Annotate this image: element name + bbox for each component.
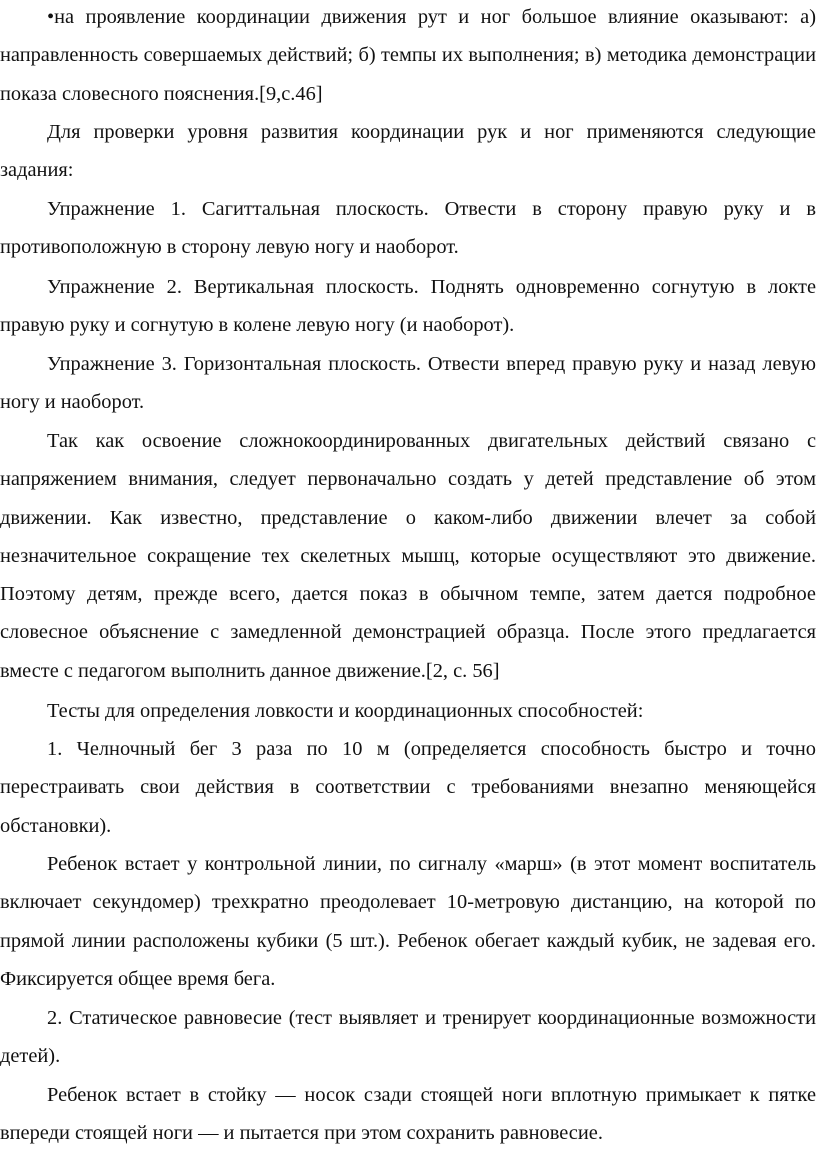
paragraph-text: Упражнение 3. Горизонтальная плоскость. Отвести вперед правую руку и назад левую ногу и наоборот. bbox=[0, 353, 816, 414]
paragraph-text: на проявление координации движения рут и ног большое влияние оказывают: а) направленность совершаемых действий; б) темпы их выполнения; в) методика демонстрации показа словесного пояснения.[9,с.46] bbox=[0, 6, 816, 105]
paragraph-text: Для проверки уровня развития координации рук и ног применяются следующие задания: bbox=[0, 121, 816, 182]
paragraph-text: Ребенок встает в стойку — носок сзади стоящей ноги вплотную примыкает к пятке впереди стоящей ноги — и пытается при этом сохранить равновесие. bbox=[0, 1084, 816, 1145]
paragraph-text: Ребенок встает у контрольной линии, по сигналу «марш» (в этот момент воспитатель включает секундомер) трехкратно преодолевает 10-метровую дистанцию, на которой по прямой линии расположены кубики (5 шт.). Ребенок обегает каждый кубик, не задевая его. Фиксируется общее время бега. bbox=[0, 853, 816, 990]
paragraph-check-level bbox=[0, 113, 816, 190]
paragraph-text: Упражнение 2. Вертикальная плоскость. Поднять одновременно согнутую в локте правую руку и согнутую в колене левую ногу (и наоборот). bbox=[0, 276, 816, 337]
paragraph-static-balance bbox=[0, 999, 816, 1076]
paragraph-exercise-2 bbox=[0, 268, 816, 345]
bullet-icon: • bbox=[47, 6, 55, 28]
paragraph-shuttle-run bbox=[0, 730, 816, 845]
paragraph-exercise-3 bbox=[0, 345, 816, 422]
paragraph-text: Упражнение 1. Сагиттальная плоскость. Отвести в сторону правую руку и в противоположную в сторону левую ногу и наоборот. bbox=[0, 198, 816, 259]
paragraph-tests-heading bbox=[0, 692, 816, 730]
paragraph-text: Так как освоение сложнокоординированных двигательных действий связано с напряжением внимания, следует первоначально создать у детей представление об этом движении. Как известно, представление о каком-либо движении влечет за собой незначительное сокращение тех скелетных мышц, которые осуществляют это движение. Поэтому детям, прежде всего, дается показ в обычном темпе, затем дается подробное словесное объяснение с замедленной демонстрацией образца. После этого предлагается вместе с педагогом выполнить данное движение.[2, с. 56] bbox=[0, 430, 816, 682]
paragraph-complex-movements bbox=[0, 422, 816, 690]
paragraph-text: Тесты для определения ловкости и координационных способностей: bbox=[47, 700, 644, 722]
paragraph-exercise-1 bbox=[0, 190, 816, 267]
paragraph-text: 2. Статическое равновесие (тест выявляет и тренирует координационные возможности детей). bbox=[0, 1007, 816, 1068]
paragraph-stance bbox=[0, 1076, 816, 1153]
paragraph-text: 1. Челночный бег 3 раза по 10 м (определяется способность быстро и точно перестраивать свои действия в соответствии с требованиями внезапно меняющейся обстановки). bbox=[0, 738, 816, 837]
paragraph-shuttle-run-procedure bbox=[0, 845, 816, 998]
paragraph-bullet-coordination bbox=[0, 0, 816, 113]
